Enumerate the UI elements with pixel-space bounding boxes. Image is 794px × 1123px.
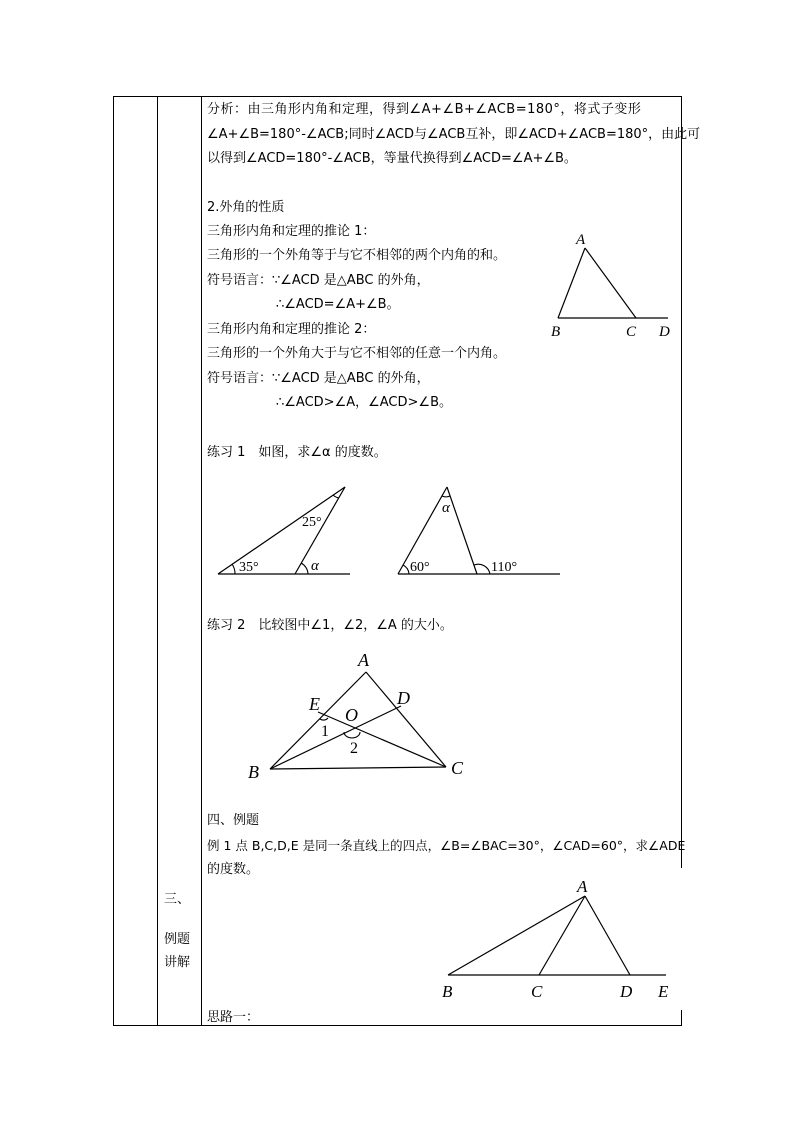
section4-title: 四、例题 — [207, 813, 260, 828]
ex-fig-label-D: D — [620, 982, 633, 1001]
ex2-label-A: A — [358, 650, 369, 670]
exercise2-text: 练习 2 比较图中∠1，∠2，∠A 的大小。 — [207, 618, 453, 633]
table-top-border — [113, 96, 682, 97]
example1-line2: 的度数。 — [207, 862, 260, 877]
corollary2-title: 三角形内角和定理的推论 2： — [207, 322, 376, 337]
example1-line1: 例 1 点 B,C,D,E 是同一条直线上的四点，∠B=∠BAC=30°，∠CAD=60°，求∠ADE — [207, 838, 686, 853]
ex2-label-D: D — [397, 688, 410, 708]
ex2-label-O: O — [345, 705, 358, 725]
ex2-label-1: 1 — [321, 723, 329, 740]
table-bottom-border — [113, 1025, 682, 1026]
column-divider-2 — [201, 96, 202, 1026]
table-right-border-lower — [681, 1010, 682, 1026]
symbol1-premise: 符号语言：∵∠ACD 是△ABC 的外角， — [207, 273, 430, 288]
exercise2-figure — [240, 645, 480, 785]
ex1-right-angle-110: 110° — [491, 560, 518, 575]
symbol2-conclusion: ∴∠ACD>∠A，∠ACD>∠B。 — [276, 395, 452, 410]
table-right-border — [681, 96, 682, 868]
section-label-line1: 例题 — [164, 932, 191, 947]
ex2-label-E: E — [309, 694, 320, 714]
corollary1-text: 三角形的一个外角等于与它不相邻的两个内角的和。 — [207, 248, 507, 263]
table-left-border — [113, 96, 114, 1026]
ex-fig-label-E: E — [658, 982, 669, 1001]
ex1-right-angle-60: 60° — [410, 560, 430, 575]
ex-fig-label-A: A — [577, 877, 588, 896]
ex2-label-B: B — [248, 762, 259, 782]
analysis-line3: 以得到∠ACD=180°-∠ACB，等量代换得到∠ACD=∠A+∠B。 — [207, 151, 577, 166]
ex1-right-alpha: α — [442, 500, 450, 516]
ex-fig-label-B: B — [442, 982, 453, 1001]
analysis-line1: 分析：由三角形内角和定理，得到∠A+∠B+∠ACB=180°，将式子变形 — [207, 102, 642, 117]
column-divider-1 — [157, 96, 158, 1026]
analysis-line2: ∠A+∠B=180°-∠ACB;同时∠ACD与∠ACB互补，即∠ACD+∠ACB=180°，由此可 — [207, 127, 701, 142]
ex1-left-alpha: α — [311, 558, 319, 574]
fig1-label-D: D — [659, 324, 670, 340]
thinking-label: 思路一： — [207, 1010, 260, 1025]
ex1-left-angle-35: 35° — [239, 560, 259, 575]
section-label-line2: 讲解 — [164, 955, 191, 970]
fig1-label-A: A — [576, 232, 586, 248]
ex-fig-label-C: C — [531, 982, 543, 1001]
corollary2-text: 三角形的一个外角大于与它不相邻的任意一个内角。 — [207, 346, 507, 361]
example1-figure — [440, 875, 680, 1000]
section-number: 三、 — [164, 892, 191, 907]
symbol2-premise: 符号语言：∵∠ACD 是△ABC 的外角， — [207, 371, 430, 386]
symbol1-conclusion: ∴∠ACD=∠A+∠B。 — [276, 297, 400, 312]
ex2-label-2: 2 — [350, 740, 358, 757]
ex1-left-angle-25: 25° — [302, 515, 322, 530]
section2-title: 2.外角的性质 — [207, 200, 285, 215]
exercise1-text: 练习 1 如图，求∠α 的度数。 — [207, 445, 387, 460]
fig1-label-C: C — [626, 324, 637, 340]
ex2-label-C: C — [451, 758, 464, 778]
fig1-label-B: B — [551, 324, 561, 340]
exercise1-figure-left — [215, 482, 365, 582]
corollary1-title: 三角形内角和定理的推论 1： — [207, 224, 376, 239]
figure-exterior-angle — [548, 230, 688, 340]
exercise1-figure-right — [390, 482, 570, 582]
